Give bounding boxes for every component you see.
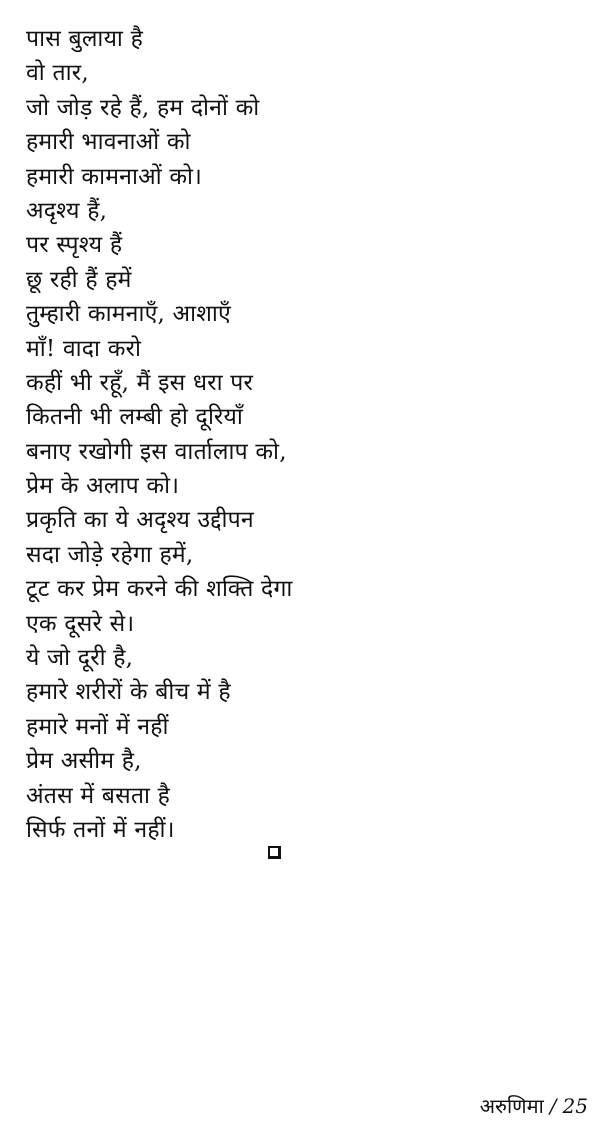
poem-line: प्रकृति का ये अदृश्य उद्दीपन — [26, 507, 254, 534]
poem-line: तुम्हारी कामनाएँ, आशाएँ — [26, 301, 231, 328]
poem-line: एक दूसरे से। — [26, 610, 135, 637]
poem-line: प्रेम असीम है, — [26, 748, 142, 775]
poem-line: जो जोड़ रहे हैं, हम दोनों को — [26, 94, 260, 121]
poem-line: ये जो दूरी है, — [26, 645, 134, 672]
poem-line: हमारे शरीरों के बीच में है — [26, 679, 231, 706]
page-footer — [480, 1094, 588, 1118]
poem-line: बनाए रखोगी इस वार्तालाप को, — [26, 438, 287, 465]
page-number: 25 — [562, 1094, 588, 1118]
poem-line: वो तार, — [26, 60, 89, 87]
poem-line: हमारे मनों में नहीं — [26, 713, 169, 740]
poem-line: हमारी भावनाओं को — [26, 129, 191, 156]
footer-separator: / — [549, 1094, 557, 1118]
end-of-poem-square-icon — [268, 846, 281, 859]
poem-line: माँ! वादा करो — [26, 335, 142, 362]
book-title: अरुणिमा — [479, 1094, 544, 1118]
poem-line: कहीं भी रहूँ, मैं इस धरा पर — [26, 369, 254, 396]
poem-line: कितनी भी लम्बी हो दूरियाँ — [26, 404, 244, 431]
poem-line: सिर्फ तनों में नहीं। — [26, 816, 175, 843]
poem — [26, 22, 586, 847]
poem-line: हमारी कामनाओं को। — [26, 163, 203, 190]
poem-line: पास बुलाया है — [26, 26, 143, 52]
poem-line: पर स्पृश्य हैं — [26, 232, 123, 259]
poem-line: प्रेम के अलाप को। — [26, 473, 180, 500]
poem-line: अंतस में बसता है — [26, 782, 171, 809]
poem-line: सदा जोड़े रहेगा हमें, — [26, 541, 194, 568]
poem-line: छू रही हैं हमें — [26, 266, 132, 293]
poem-line: टूट कर प्रेम करने की शक्ति देगा — [26, 576, 293, 603]
poem-line: अदृश्य हैं, — [26, 197, 108, 224]
